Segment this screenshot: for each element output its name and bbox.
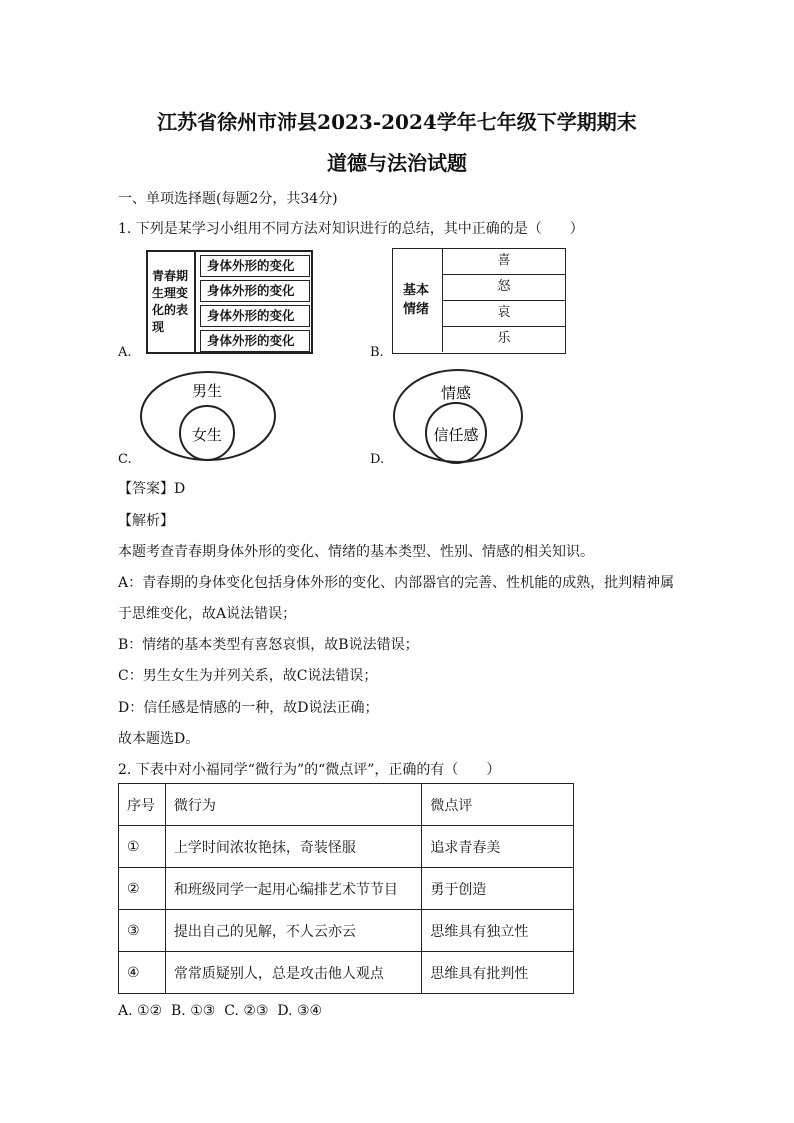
option-b-label: B.: [370, 345, 384, 360]
question2-table: [118, 783, 574, 994]
side-line: 青春期: [152, 269, 189, 283]
inner-label: 女生: [191, 426, 223, 444]
analysis-line: 本题考查青春期身体外形的变化、情绪的基本类型、性别、情感的相关知识。: [118, 544, 594, 560]
analysis-line: A：青春期的身体变化包括身体外形的变化、内部器官的完善、性机能的成熟，批判精神属: [118, 575, 675, 591]
analysis-line: C：男生女生为并列关系，故C说法错误；: [118, 668, 378, 684]
option-c-label: C.: [118, 452, 132, 467]
inner-label: 信任感: [433, 426, 479, 444]
option-a-row: 身体外形的变化: [200, 330, 310, 352]
table-header: 序号: [119, 784, 166, 826]
section-heading: 一、单项选择题(每题2分，共34分): [118, 191, 338, 207]
table-cell: 思维具有独立性: [422, 910, 574, 952]
table-cell: ①: [119, 826, 166, 868]
table-cell: ②: [119, 868, 166, 910]
option-b-cell: 哀: [443, 301, 565, 327]
table-cell: 和班级同学一起用心编排艺术节节目: [165, 868, 421, 910]
document-title-line2: 道德与法治试题: [327, 151, 467, 175]
side-line: 情绪: [403, 302, 430, 317]
option-a-row: 身体外形的变化: [200, 305, 310, 327]
option-a-diagram: [146, 250, 313, 354]
option-b-cell: 喜: [443, 249, 565, 275]
table-cell: 上学时间浓妆艳抹，奇装怪服: [165, 826, 421, 868]
side-line: 现: [152, 320, 165, 334]
table-header-row: [119, 784, 574, 826]
table-cell: 常常质疑别人，总是攻击他人观点: [165, 952, 421, 994]
question1-stem: 1. 下列是某学习小组用不同方法对知识进行的总结，其中正确的是（ ）: [118, 221, 584, 237]
option-b-side-label: [393, 249, 443, 352]
option-a-label: A.: [118, 345, 132, 360]
question2-stem: 2. 下表中对小福同学“微行为”的“微点评”，正确的有（ ）: [118, 762, 501, 778]
table-header: 微行为: [165, 784, 421, 826]
analysis-line: 故本题选D。: [118, 731, 200, 747]
answer: 【答案】D: [118, 481, 186, 497]
table-row: [119, 910, 574, 952]
option-a-row: 身体外形的变化: [200, 255, 310, 277]
analysis-line: D：信任感是情感的一种，故D说法正确；: [118, 700, 379, 716]
outer-label: 男生: [191, 382, 223, 400]
analysis-line: B：情绪的基本类型有喜怒哀惧，故B说法错误；: [118, 637, 419, 653]
option-b-cell: 乐: [497, 331, 511, 346]
table-header: 微点评: [422, 784, 574, 826]
document-title-line1: 江苏省徐州市沛县2023-2024学年七年级下学期期末: [157, 110, 637, 134]
analysis-heading: 【解析】: [118, 513, 174, 529]
option-a-side-label: [148, 252, 196, 352]
table-cell: ③: [119, 910, 166, 952]
option-b-diagram: [392, 248, 566, 354]
option-c-diagram: [138, 368, 278, 468]
table-cell: 勇于创造: [422, 868, 574, 910]
table-row: [119, 826, 574, 868]
table-row: [119, 952, 574, 994]
table-cell: 思维具有批判性: [422, 952, 574, 994]
table-cell: 追求青春美: [422, 826, 574, 868]
option-b-cell: 怒: [443, 275, 565, 301]
analysis-line: 于思维变化，故A说法错误；: [118, 606, 297, 622]
side-line: 生理变: [152, 286, 189, 300]
table-row: [119, 868, 574, 910]
table-cell: 提出自己的见解，不人云亦云: [165, 910, 421, 952]
side-line: 化的表: [152, 303, 189, 317]
side-line: 基本: [403, 283, 430, 298]
option-d-label: D.: [370, 452, 385, 467]
option-a-row: 身体外形的变化: [200, 280, 310, 302]
option-d-diagram: [390, 366, 530, 468]
table-cell: ④: [119, 952, 166, 994]
question2-options: A. ①② B. ①③ C. ②③ D. ③④: [118, 1003, 323, 1019]
outer-label: 情感: [440, 384, 472, 402]
